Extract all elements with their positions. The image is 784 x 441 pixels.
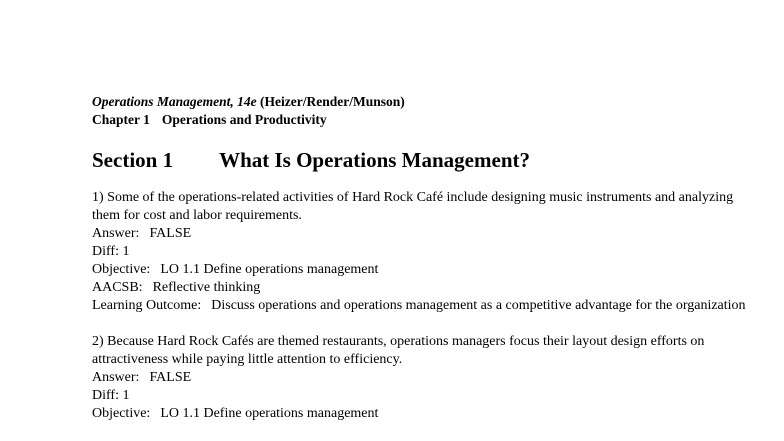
answer-line: [92, 369, 752, 387]
objective-value: LO 1.1 Define operations management: [160, 262, 379, 277]
section-title: What Is Operations Management?: [219, 148, 530, 172]
difficulty: Diff: 1: [92, 244, 130, 259]
objective-line: [92, 261, 752, 279]
book-title: Operations Management, 14e: [92, 94, 257, 109]
chapter-line: [92, 111, 405, 129]
chapter-title: Operations and Productivity: [161, 112, 327, 127]
objective-label: Objective:: [92, 262, 151, 277]
objective-label: Objective:: [92, 406, 151, 421]
authors: (Heizer/Render/Munson): [260, 94, 405, 109]
section-heading: [92, 146, 530, 174]
question-text: 1) Some of the operations-related activities of Hard Rock Café include designing music instruments and analyzing them for cost and labor requirements.: [92, 190, 734, 223]
question-text: 2) Because Hard Rock Cafés are themed restaurants, operations managers focus their layout design efforts on attractiveness while paying little attention to efficiency.: [92, 334, 705, 367]
answer-value: FALSE: [149, 226, 192, 241]
outcome-line: [92, 297, 752, 315]
aacsb-value: Reflective thinking: [152, 280, 261, 295]
question-item: [92, 333, 752, 423]
question-list: [92, 189, 752, 423]
chapter-label: Chapter 1: [92, 112, 150, 127]
answer-label: Answer:: [92, 226, 140, 241]
difficulty: Diff: 1: [92, 388, 130, 403]
aacsb-label: AACSB:: [92, 280, 143, 295]
outcome-label: Learning Outcome:: [92, 298, 202, 313]
document-header: [92, 93, 405, 129]
outcome-value: Discuss operations and operations management as a competitive advantage for the organization: [211, 298, 746, 313]
answer-value: FALSE: [149, 370, 192, 385]
answer-label: Answer:: [92, 370, 140, 385]
book-line: [92, 93, 405, 111]
objective-value: LO 1.1 Define operations management: [160, 406, 379, 421]
objective-line: [92, 405, 752, 423]
question-item: [92, 189, 752, 315]
aacsb-line: [92, 279, 752, 297]
section-label: Section 1: [92, 148, 174, 172]
answer-line: [92, 225, 752, 243]
